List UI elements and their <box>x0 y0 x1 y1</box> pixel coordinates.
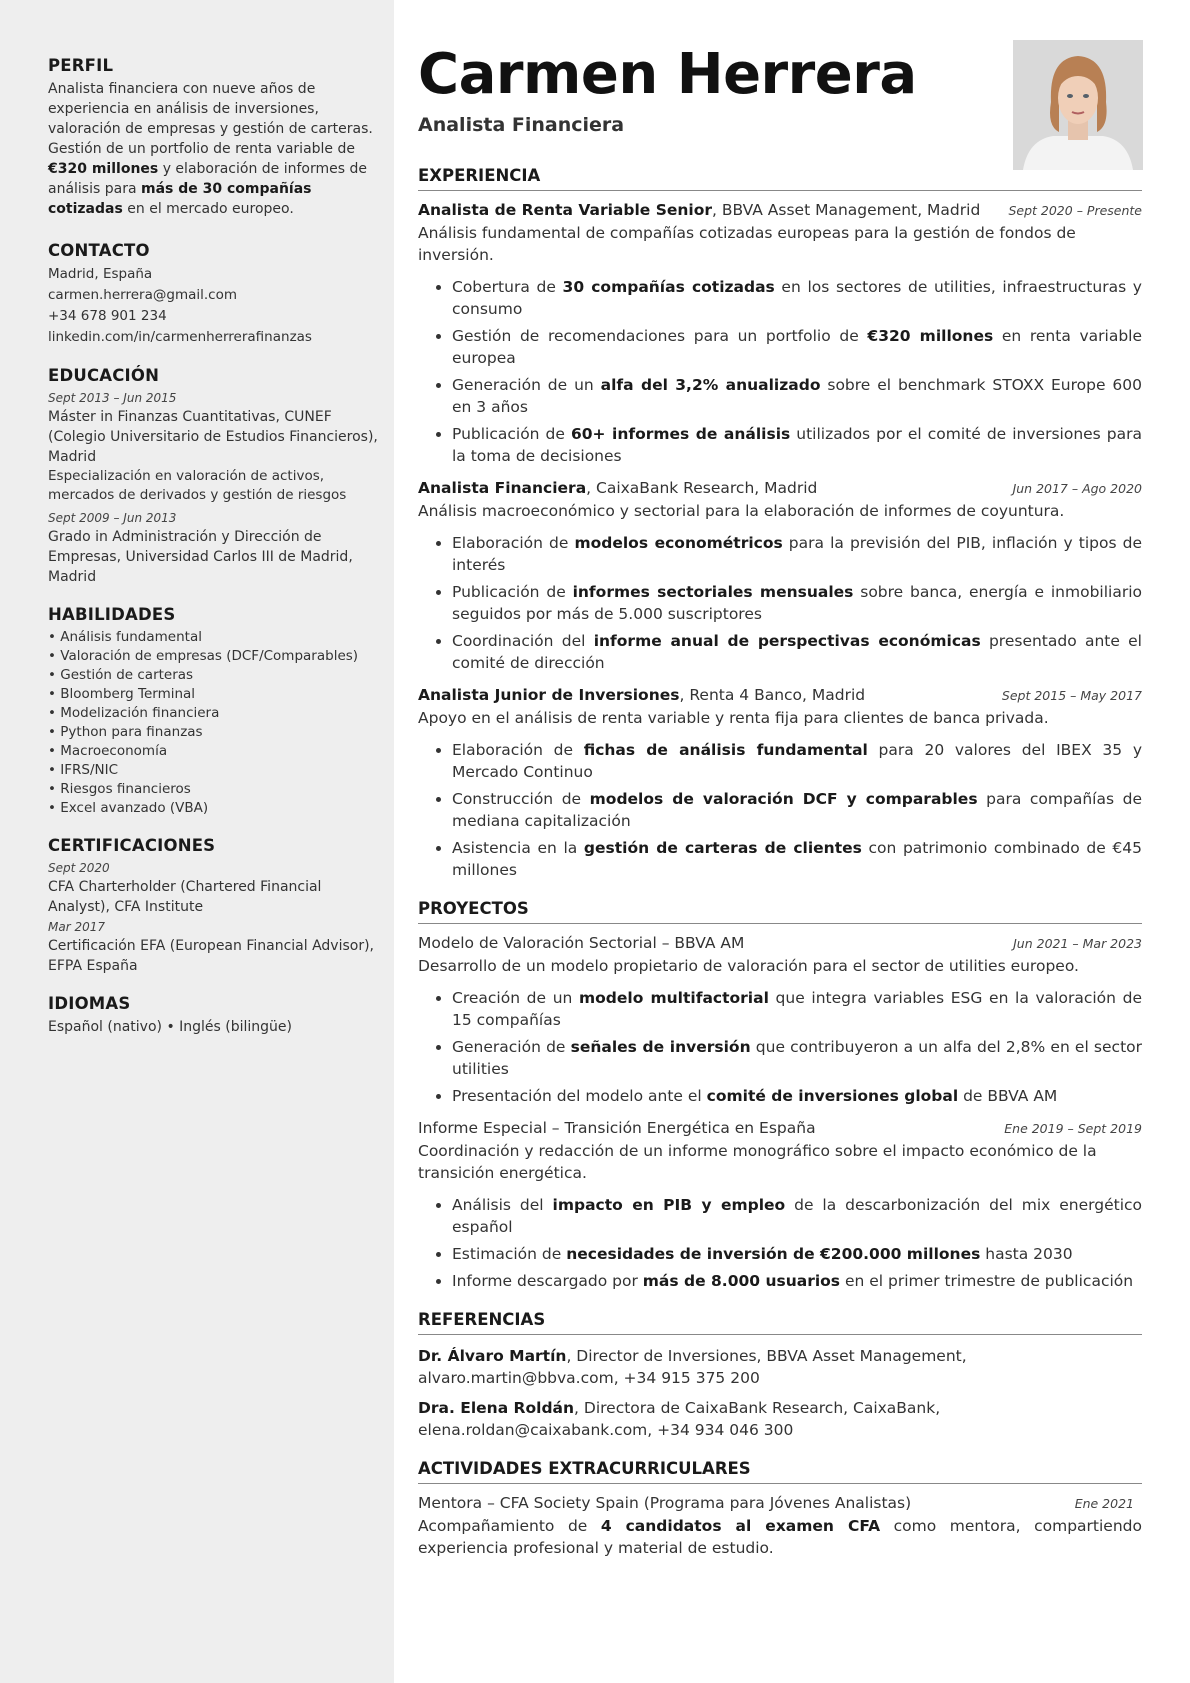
skill-label: Modelización financiera <box>60 705 220 721</box>
text-run: Estimación de <box>452 1245 567 1263</box>
job-title: Analista Junior de Inversiones <box>418 686 680 704</box>
activity-title: Mentora – CFA Society Spain (Programa para Jóvenes Analistas) <box>418 1494 912 1512</box>
activities-heading: ACTIVIDADES EXTRACURRICULARES <box>418 1459 1142 1484</box>
bullet-item <box>452 1194 1142 1238</box>
certification-text: CFA Charterholder (Chartered Financial Analyst), CFA Institute <box>48 879 322 915</box>
bullet-item <box>452 1085 1142 1107</box>
bold-text: más de 8.000 usuarios <box>642 1272 841 1290</box>
bullet-item <box>452 739 1142 783</box>
skill-label: Riesgos financieros <box>60 781 191 797</box>
text-run: para 20 valores del IBEX 35 y Mercado Continuo <box>452 741 1143 781</box>
skill-label: Bloomberg Terminal <box>60 686 196 702</box>
job-organization: , Renta 4 Banco, Madrid <box>679 686 866 704</box>
text-run: en los sectores de utilities, infraestructuras y consumo <box>452 278 1142 318</box>
text-run: Presentación del modelo ante el <box>452 1087 707 1105</box>
project-title: Modelo de Valoración Sectorial – BBVA AM <box>418 934 745 952</box>
entry-title-line <box>418 201 980 219</box>
entry-title-line <box>418 686 865 704</box>
bullet-item <box>452 325 1142 369</box>
entry-date: Jun 2021 – Mar 2023 <box>1013 936 1142 951</box>
text-run: Informe descargado por <box>452 1272 643 1290</box>
bullet-list <box>418 987 1142 1107</box>
text-run: Construcción de <box>452 790 590 808</box>
candidate-role: Analista Financiera <box>418 114 625 136</box>
bold-text: 4 candidatos al examen CFA <box>600 1517 881 1535</box>
skill-label: Python para finanzas <box>60 724 203 740</box>
text-run: como mentora, compartiendo experiencia profesional y material de estudio. <box>418 1517 1142 1557</box>
skill-item: • Análisis fundamental <box>48 629 202 645</box>
certification-date: Mar 2017 <box>48 920 105 934</box>
skill-label: IFRS/NIC <box>60 762 119 778</box>
text-run: hasta 2030 <box>980 1245 1073 1263</box>
languages-text: Español (nativo) • Inglés (bilingüe) <box>48 1019 293 1035</box>
bullet-list <box>418 532 1142 674</box>
bold-text: más de 30 compañías cotizadas <box>48 181 312 217</box>
profile-text <box>48 79 378 219</box>
text-run: para la previsión del PIB, inflación y tipos de interés <box>452 534 1142 574</box>
experience-section <box>418 166 1142 881</box>
references-heading: REFERENCIAS <box>418 1310 1142 1335</box>
text-run: que contribuyeron a un alfa del 2,8% en el sector utilities <box>452 1038 1143 1078</box>
text-run: Acompañamiento de <box>418 1517 601 1535</box>
sidebar-content <box>48 56 378 1059</box>
bold-text: Dra. Elena Roldán <box>418 1399 575 1417</box>
activities-section <box>418 1459 1142 1559</box>
bullet-item <box>452 837 1142 881</box>
text-run: utilizados por el comité de inversiones para la toma de decisiones <box>452 425 1142 465</box>
bullet-item <box>452 788 1142 832</box>
text-run: de BBVA AM <box>958 1087 1058 1105</box>
job-title: Analista de Renta Variable Senior <box>418 201 713 219</box>
skill-label: Macroeconomía <box>60 743 168 759</box>
bold-text: señales de inversión <box>570 1038 751 1056</box>
bullet-list <box>418 739 1142 881</box>
text-run: sobre banca, energía e inmobiliario seguidos por más de 5.000 suscriptores <box>452 583 1143 623</box>
experience-heading: EXPERIENCIA <box>418 166 1142 191</box>
jobs-list <box>418 201 1142 881</box>
text-run: Analista financiera con nueve años de experiencia en análisis de inversiones, valoración de empresas y gestión de carteras. Gestión de un portfolio de renta variable de <box>48 81 373 157</box>
bold-text: fichas de análisis fundamental <box>583 741 868 759</box>
projects-section <box>418 899 1142 1292</box>
certification-text: Certificación EFA (European Financial Advisor), EFPA España <box>48 938 375 974</box>
text-run: Elaboración de <box>452 534 575 552</box>
bullet-item <box>452 1243 1142 1265</box>
skills-list <box>48 628 378 818</box>
entry-description: Análisis fundamental de compañías cotizadas europeas para la gestión de fondos de inversión. <box>418 224 1076 264</box>
entry-header <box>418 1119 1142 1137</box>
entry-date: Jun 2017 – Ago 2020 <box>1012 481 1142 496</box>
bullet-item <box>452 1270 1142 1292</box>
entry-header <box>418 479 1142 497</box>
education-heading: EDUCACIÓN <box>48 366 160 385</box>
contact-location: Madrid, España <box>48 266 153 282</box>
bullet-item <box>452 532 1142 576</box>
entry-description: Desarrollo de un modelo propietario de valoración para el sector de utilities europeo. <box>418 957 1079 975</box>
certifications-heading: CERTIFICACIONES <box>48 836 216 855</box>
skill-item: • Valoración de empresas (DCF/Comparables) <box>48 648 359 664</box>
education-section <box>48 366 378 587</box>
entry-description: Apoyo en el análisis de renta variable y renta fija para clientes de banca privada. <box>418 709 1049 727</box>
text-run: presentado ante el comité de dirección <box>452 632 1142 672</box>
text-run: sobre el benchmark STOXX Europe 600 en 3 años <box>452 376 1142 416</box>
education-date: Sept 2009 – Jun 2013 <box>48 511 177 525</box>
text-run: , Director de Inversiones, BBVA Asset Management, alvaro.martin@bbva.com, +34 915 375 200 <box>418 1347 967 1387</box>
bold-text: alfa del 3,2% anualizado <box>600 376 821 394</box>
skill-item: • Excel avanzado (VBA) <box>48 800 209 816</box>
text-run: Publicación de <box>452 583 573 601</box>
education-degree: Grado in Administración y Dirección de Empresas, Universidad Carlos III de Madrid, Madrid <box>48 529 353 585</box>
entry-title-line <box>418 934 744 952</box>
text-run: Publicación de <box>452 425 571 443</box>
projects-heading: PROYECTOS <box>418 899 1142 924</box>
reference-item <box>418 1397 1142 1441</box>
text-run: Asistencia en la <box>452 839 584 857</box>
text-run: en el primer trimestre de publicación <box>840 1272 1134 1290</box>
text-run: Creación de un <box>452 989 579 1007</box>
contact-heading: CONTACTO <box>48 241 150 260</box>
text-run: , Directora de CaixaBank Research, CaixaBank, elena.roldan@caixabank.com, +34 934 046 300 <box>418 1399 941 1439</box>
text-run: con patrimonio combinado de €45 millones <box>452 839 1142 879</box>
text-run: Generación de <box>452 1038 571 1056</box>
entry-date: Ene 2019 – Sept 2019 <box>1004 1121 1142 1136</box>
bold-text: Dr. Álvaro Martín <box>418 1347 567 1365</box>
certification-date: Sept 2020 <box>48 861 110 875</box>
education-note: Especialización en valoración de activos, mercados de derivados y gestión de riesgos <box>48 468 347 503</box>
bold-text: €320 millones <box>867 327 994 345</box>
contact-email[interactable]: carmen.herrera@gmail.com <box>48 287 237 303</box>
bullet-item <box>452 987 1142 1031</box>
skill-label: Gestión de carteras <box>60 667 194 683</box>
bullet-list <box>418 1194 1142 1292</box>
entry-title-line <box>418 479 817 497</box>
contact-section <box>48 241 378 348</box>
languages-section <box>48 994 378 1037</box>
skill-label: Valoración de empresas (DCF/Comparables) <box>60 648 359 664</box>
job-entry <box>418 686 1142 881</box>
job-entry <box>418 201 1142 467</box>
text-run: Cobertura de <box>452 278 563 296</box>
contact-phone: +34 678 901 234 <box>48 308 167 324</box>
activity-description <box>418 1515 1142 1559</box>
bold-text: necesidades de inversión de €200.000 millones <box>566 1245 981 1263</box>
candidate-name: Carmen Herrera <box>418 42 917 107</box>
bold-text: impacto en PIB y empleo <box>552 1196 786 1214</box>
project-entry <box>418 1119 1142 1292</box>
bullet-item <box>452 581 1142 625</box>
bold-text: €320 millones <box>48 161 159 177</box>
entry-date: Sept 2015 – May 2017 <box>1001 688 1142 703</box>
reference-item <box>418 1345 1142 1389</box>
bullet-item <box>452 374 1142 418</box>
entry-header <box>418 934 1142 952</box>
bold-text: comité de inversiones global <box>706 1087 959 1105</box>
education-date: Sept 2013 – Jun 2015 <box>48 391 177 405</box>
skills-heading: HABILIDADES <box>48 605 176 624</box>
skill-label: Excel avanzado (VBA) <box>60 800 209 816</box>
text-run: y elaboración de informes de análisis para <box>48 161 367 197</box>
bold-text: 30 compañías cotizadas <box>562 278 775 296</box>
job-organization: , BBVA Asset Management, Madrid <box>712 201 981 219</box>
bold-text: 60+ informes de análisis <box>570 425 791 443</box>
activity-line <box>418 1494 1142 1512</box>
text-run: en renta variable europea <box>452 327 1142 367</box>
text-run: de la descarbonización del mix energético español <box>452 1196 1143 1236</box>
project-entry <box>418 934 1142 1107</box>
certifications-section <box>48 836 378 976</box>
text-run: en el mercado europeo. <box>122 201 294 217</box>
bold-text: gestión de carteras de clientes <box>583 839 862 857</box>
sidebar <box>0 0 394 1683</box>
bullet-item <box>452 630 1142 674</box>
text-run: que integra variables ESG en la valoración de 15 compañías <box>452 989 1142 1029</box>
text-run: Generación de un <box>452 376 601 394</box>
bullet-item <box>452 276 1142 320</box>
bold-text: informes sectoriales mensuales <box>572 583 854 601</box>
skill-item: • Riesgos financieros <box>48 781 191 797</box>
bold-text: informe anual de perspectivas económicas <box>593 632 981 650</box>
main-content <box>418 40 1142 1559</box>
bullet-item <box>452 1036 1142 1080</box>
bold-text: modelo multifactorial <box>579 989 769 1007</box>
skill-label: Análisis fundamental <box>60 629 202 645</box>
references-section <box>418 1310 1142 1441</box>
activity-date: Ene 2021 <box>1074 1496 1134 1511</box>
skill-item: • Python para finanzas <box>48 724 203 740</box>
job-title: Analista Financiera <box>418 479 587 497</box>
text-run: Elaboración de <box>452 741 584 759</box>
skill-item: • Gestión de carteras <box>48 667 194 683</box>
skills-section <box>48 605 378 818</box>
entry-date: Sept 2020 – Presente <box>1008 203 1142 218</box>
job-organization: , CaixaBank Research, Madrid <box>586 479 818 497</box>
project-title: Informe Especial – Transición Energética en España <box>418 1119 816 1137</box>
entry-header <box>418 201 1142 219</box>
job-entry <box>418 479 1142 674</box>
profile-section <box>48 56 378 219</box>
text-run: Coordinación del <box>452 632 594 650</box>
entry-title-line <box>418 1119 816 1137</box>
skill-item: • IFRS/NIC <box>48 762 119 778</box>
education-degree: Máster in Finanzas Cuantitativas, CUNEF (Colegio Universitario de Estudios Financieros), Madrid <box>48 409 378 465</box>
skill-item: • Macroeconomía <box>48 743 168 759</box>
languages-heading: IDIOMAS <box>48 994 131 1013</box>
entry-header <box>418 686 1142 704</box>
projects-list <box>418 934 1142 1292</box>
bullet-item <box>452 423 1142 467</box>
bold-text: modelos de valoración DCF y comparables <box>589 790 978 808</box>
bullet-list <box>418 276 1142 467</box>
text-run: Gestión de recomendaciones para un portfolio de <box>452 327 868 345</box>
contact-linkedin[interactable]: linkedin.com/in/carmenherrerafinanzas <box>48 329 312 345</box>
profile-heading: PERFIL <box>48 56 114 75</box>
entry-description: Coordinación y redacción de un informe monográfico sobre el impacto económico de la transición energética. <box>418 1142 1097 1182</box>
bold-text: modelos econométricos <box>574 534 783 552</box>
text-run: para compañías de mediana capitalización <box>452 790 1142 830</box>
entry-description: Análisis macroeconómico y sectorial para la elaboración de informes de coyuntura. <box>418 502 1065 520</box>
text-run: Análisis del <box>452 1196 553 1214</box>
skill-item: • Bloomberg Terminal <box>48 686 196 702</box>
skill-item: • Modelización financiera <box>48 705 220 721</box>
